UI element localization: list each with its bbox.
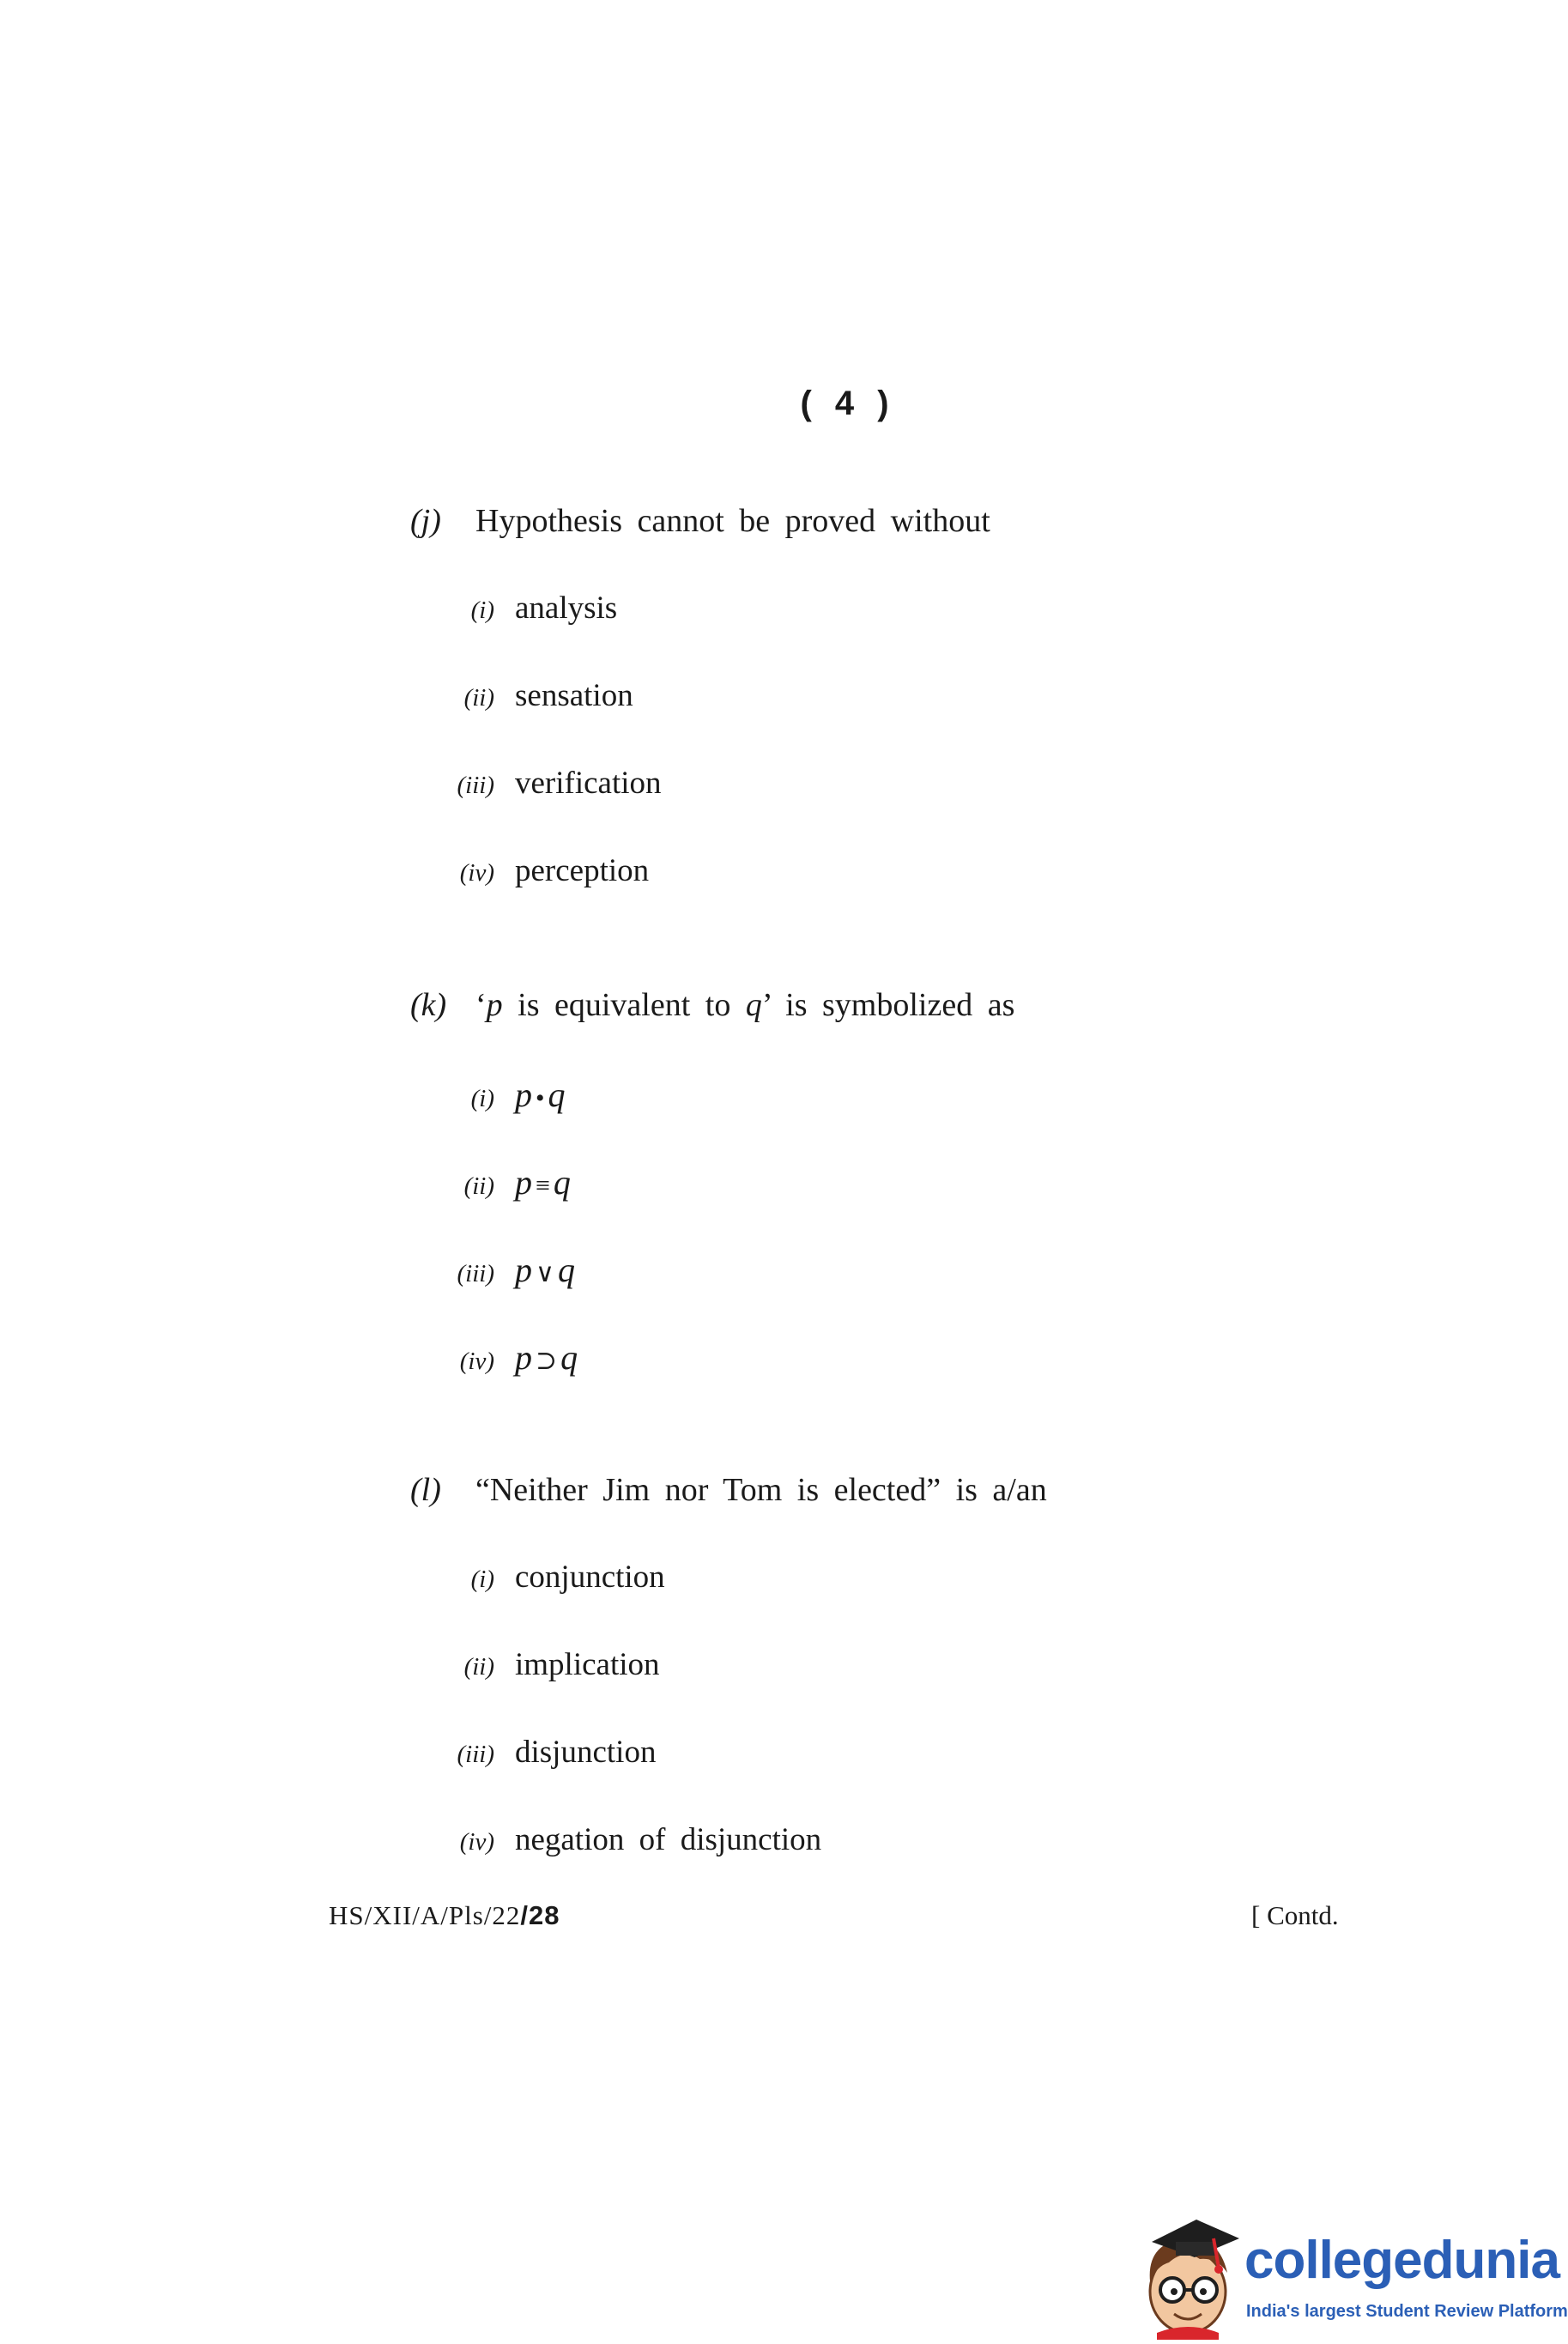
question-j [410,502,990,540]
option-label: (i) [470,597,494,624]
option-j-iii [445,765,662,802]
option-j-ii [445,677,633,714]
question-l [410,1471,1047,1509]
option-j-i [445,590,617,627]
option-label: (i) [470,1085,494,1112]
option-left-operand: p [515,1251,532,1289]
option-text: sensation [515,678,633,713]
option-right-operand: q [557,1251,575,1289]
question-text-middle: is equivalent to [502,987,746,1023]
option-label: (iv) [459,859,494,887]
question-text-end: ’ is symbolized as [761,987,1015,1023]
option-text: implication [515,1647,660,1682]
option-label: (iii) [457,772,494,799]
paper-code [329,1900,560,1931]
question-text: “Neither Jim nor Tom is elected” is a/an [475,1472,1047,1508]
option-left-operand: p [515,1163,532,1202]
question-label: (k) [410,987,447,1023]
mascot-icon [1135,2213,1244,2340]
option-label: (ii) [463,684,494,712]
option-label: (ii) [463,1172,494,1200]
question-label: (j) [410,503,441,539]
option-label: (iv) [459,1828,494,1856]
option-left-operand: p [515,1338,532,1377]
question-variable-p: p [486,987,503,1023]
option-text: negation of disjunction [515,1822,822,1857]
option-label: (iv) [459,1348,494,1375]
option-right-operand: q [548,1075,566,1114]
option-text: conjunction [515,1560,665,1595]
question-text: Hypothesis cannot be proved without [475,503,990,539]
logo-tagline: India's largest Student Review Platform [1246,2302,1568,2321]
option-operator: ≡ [536,1172,550,1200]
option-label: (i) [470,1566,494,1593]
option-label: (ii) [463,1653,494,1681]
page-number: ( 4 ) [800,385,896,422]
question-k [410,986,1014,1024]
option-k-iv [445,1337,578,1378]
option-left-operand: p [515,1075,532,1114]
option-text: verification [515,766,662,801]
collegedunia-logo [1135,2213,1568,2340]
option-k-ii [445,1162,571,1202]
option-k-iii [445,1250,575,1290]
option-k-i [445,1075,566,1115]
paper-code-bold: /28 [520,1900,560,1930]
continued-marker: [ Contd. [1251,1900,1339,1930]
option-label: (iii) [457,1741,494,1768]
option-label: (iii) [457,1260,494,1287]
option-operator: ∨ [536,1259,554,1287]
option-operator: ⊃ [536,1347,558,1375]
option-operator: • [536,1084,545,1112]
option-l-ii [445,1646,660,1683]
option-l-i [445,1559,665,1596]
paper-code-text: HS/XII/A/Pls/22 [329,1900,521,1930]
option-text: perception [515,853,650,888]
option-text: disjunction [515,1735,657,1770]
option-l-iii [445,1734,656,1771]
option-j-iv [445,852,649,889]
option-right-operand: q [553,1163,571,1202]
question-label: (l) [410,1472,441,1508]
option-text: analysis [515,591,618,626]
question-text-open-quote: ‘ [475,987,487,1023]
option-l-iv [445,1821,821,1858]
option-right-operand: q [560,1338,578,1377]
question-variable-q: q [745,987,762,1023]
logo-wordmark: collegedunia [1244,2231,1559,2290]
